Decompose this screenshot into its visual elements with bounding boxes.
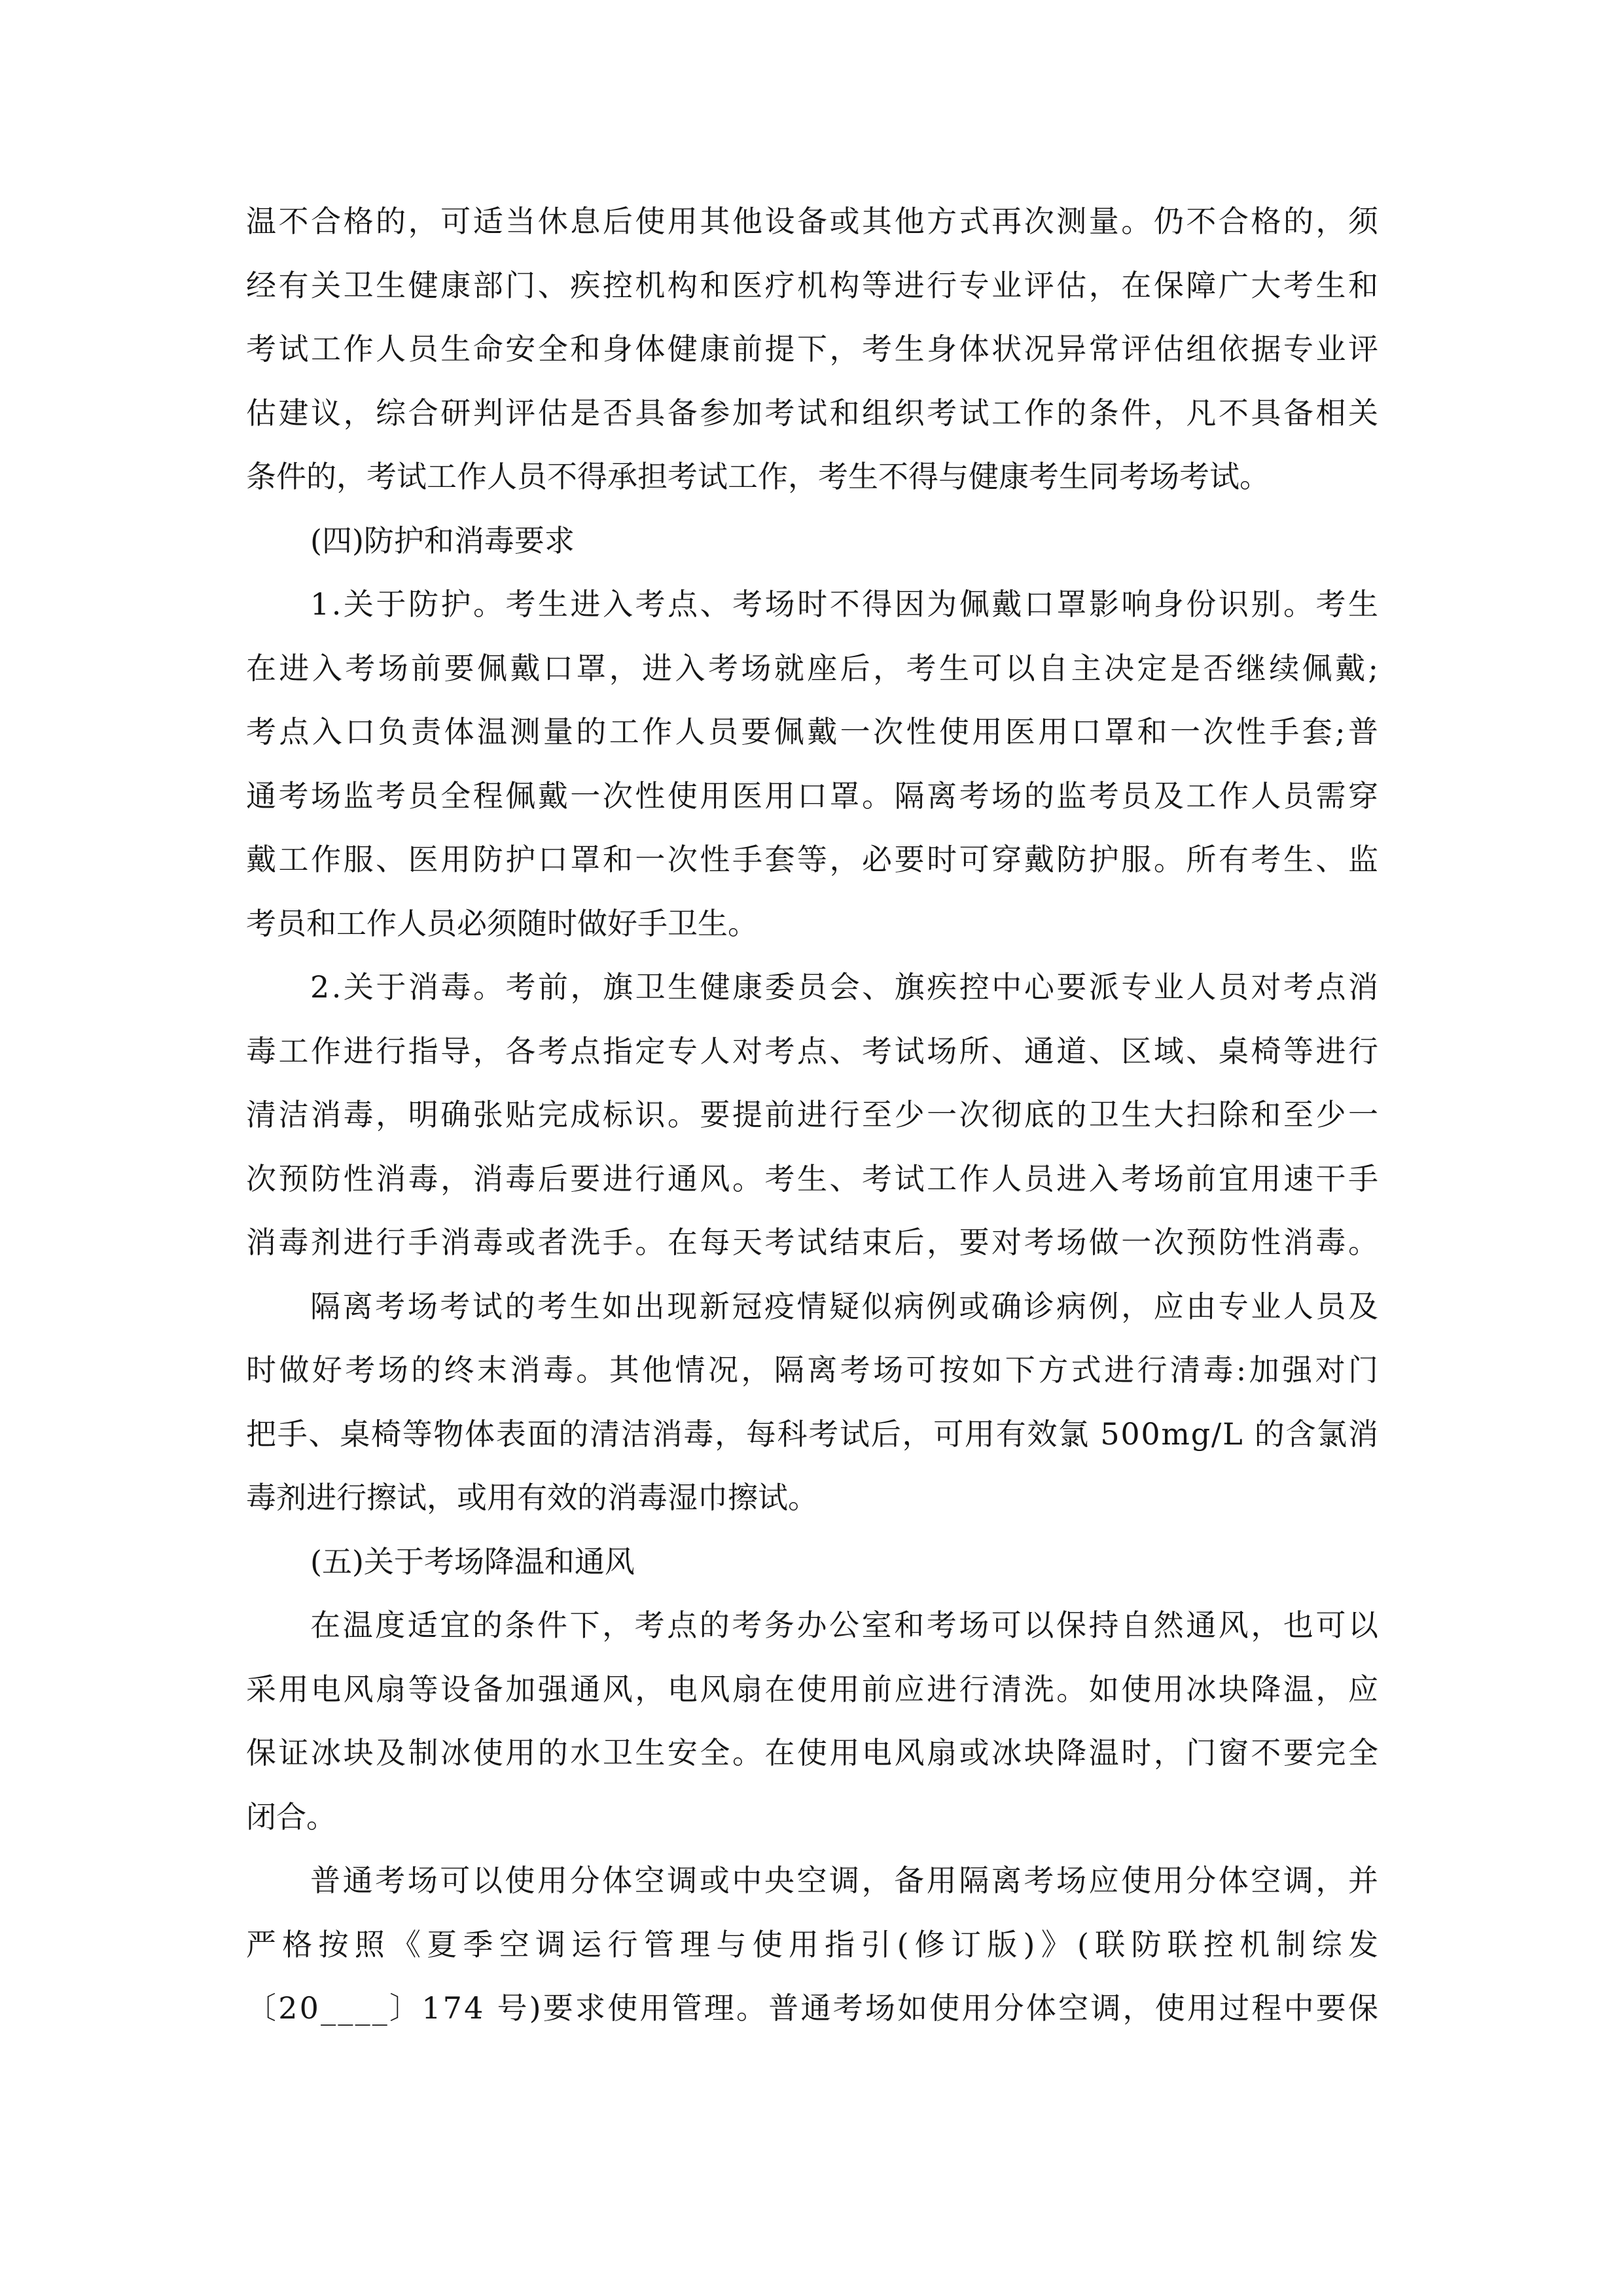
text-line: 条件的，考试工作人员不得承担考试工作，考生不得与健康考生同考场考试。 <box>246 459 1270 494</box>
body-text <box>246 190 1385 2041</box>
text-line: 采用电风扇等设备加强通风，电风扇在使用前应进行清洗。如使用冰块降温，应 <box>246 1671 1381 1707</box>
text-line: 戴工作服、医用防护口罩和一次性手套等，必要时可穿戴防护服。所有考生、监 <box>246 842 1381 877</box>
section-heading-5: (五)关于考场降温和通风 <box>310 1543 635 1579</box>
text-line: 毒剂进行擦试，或用有效的消毒湿巾擦试。 <box>246 1480 818 1515</box>
section-heading-4: (四)防护和消毒要求 <box>310 522 575 558</box>
text-line: 清洁消毒，明确张贴完成标识。要提前进行至少一次彻底的卫生大扫除和至少一 <box>246 1097 1381 1132</box>
text-line: 1.关于防护。考生进入考点、考场时不得因为佩戴口罩影响身份识别。考生 <box>310 586 1381 622</box>
text-line: 在进入考场前要佩戴口罩，进入考场就座后，考生可以自主决定是否继续佩戴; <box>246 650 1382 686</box>
text-line: 考员和工作人员必须随时做好手卫生。 <box>246 905 758 941</box>
text-line: 隔离考场考试的考生如出现新冠疫情疑似病例或确诊病例，应由专业人员及 <box>310 1288 1381 1324</box>
text-line: 考点入口负责体温测量的工作人员要佩戴一次性使用医用口罩和一次性手套;普 <box>246 714 1382 749</box>
text-line: 毒工作进行指导，各考点指定专人对考点、考试场所、通道、区域、桌椅等进行 <box>246 1033 1381 1069</box>
text-line: 经有关卫生健康部门、疾控机构和医疗机构等进行专业评估，在保障广大考生和 <box>246 267 1381 303</box>
text-line: 闭合。 <box>246 1799 336 1835</box>
text-line: 保证冰块及制冰使用的水卫生安全。在使用电风扇或冰块降温时，门窗不要完全 <box>246 1735 1381 1770</box>
text-line: 把手、桌椅等物体表面的清洁消毒，每科考试后，可用有效氯 500mg/L 的含氯消 <box>246 1416 1380 1452</box>
text-line: 2.关于消毒。考前，旗卫生健康委员会、旗疾控中心要派专业人员对考点消 <box>310 969 1381 1005</box>
text-line: 普通考场可以使用分体空调或中央空调，备用隔离考场应使用分体空调，并 <box>310 1863 1381 1898</box>
text-line: 估建议，综合研判评估是否具备参加考试和组织考试工作的条件，凡不具备相关 <box>246 395 1381 431</box>
text-line: 温不合格的，可适当休息后使用其他设备或其他方式再次测量。仍不合格的，须 <box>246 204 1381 239</box>
text-line: 严格按照《夏季空调运行管理与使用指引(修订版)》(联防联控机制综发 <box>246 1926 1385 1962</box>
text-line: 时做好考场的终末消毒。其他情况，隔离考场可按如下方式进行清毒:加强对门 <box>246 1352 1382 1388</box>
text-line: 〔20____〕174 号)要求使用管理。普通考场如使用分体空调，使用过程中要保 <box>246 1990 1381 2026</box>
text-line: 通考场监考员全程佩戴一次性使用医用口罩。隔离考场的监考员及工作人员需穿 <box>246 778 1381 814</box>
text-line: 考试工作人员生命安全和身体健康前提下，考生身体状况异常评估组依据专业评 <box>246 331 1381 367</box>
text-line: 消毒剂进行手消毒或者洗手。在每天考试结束后，要对考场做一次预防性消毒。 <box>246 1225 1381 1260</box>
text-line: 在温度适宜的条件下，考点的考务办公室和考场可以保持自然通风，也可以 <box>310 1607 1381 1643</box>
text-line: 次预防性消毒，消毒后要进行通风。考生、考试工作人员进入考场前宜用速干手 <box>246 1160 1381 1196</box>
